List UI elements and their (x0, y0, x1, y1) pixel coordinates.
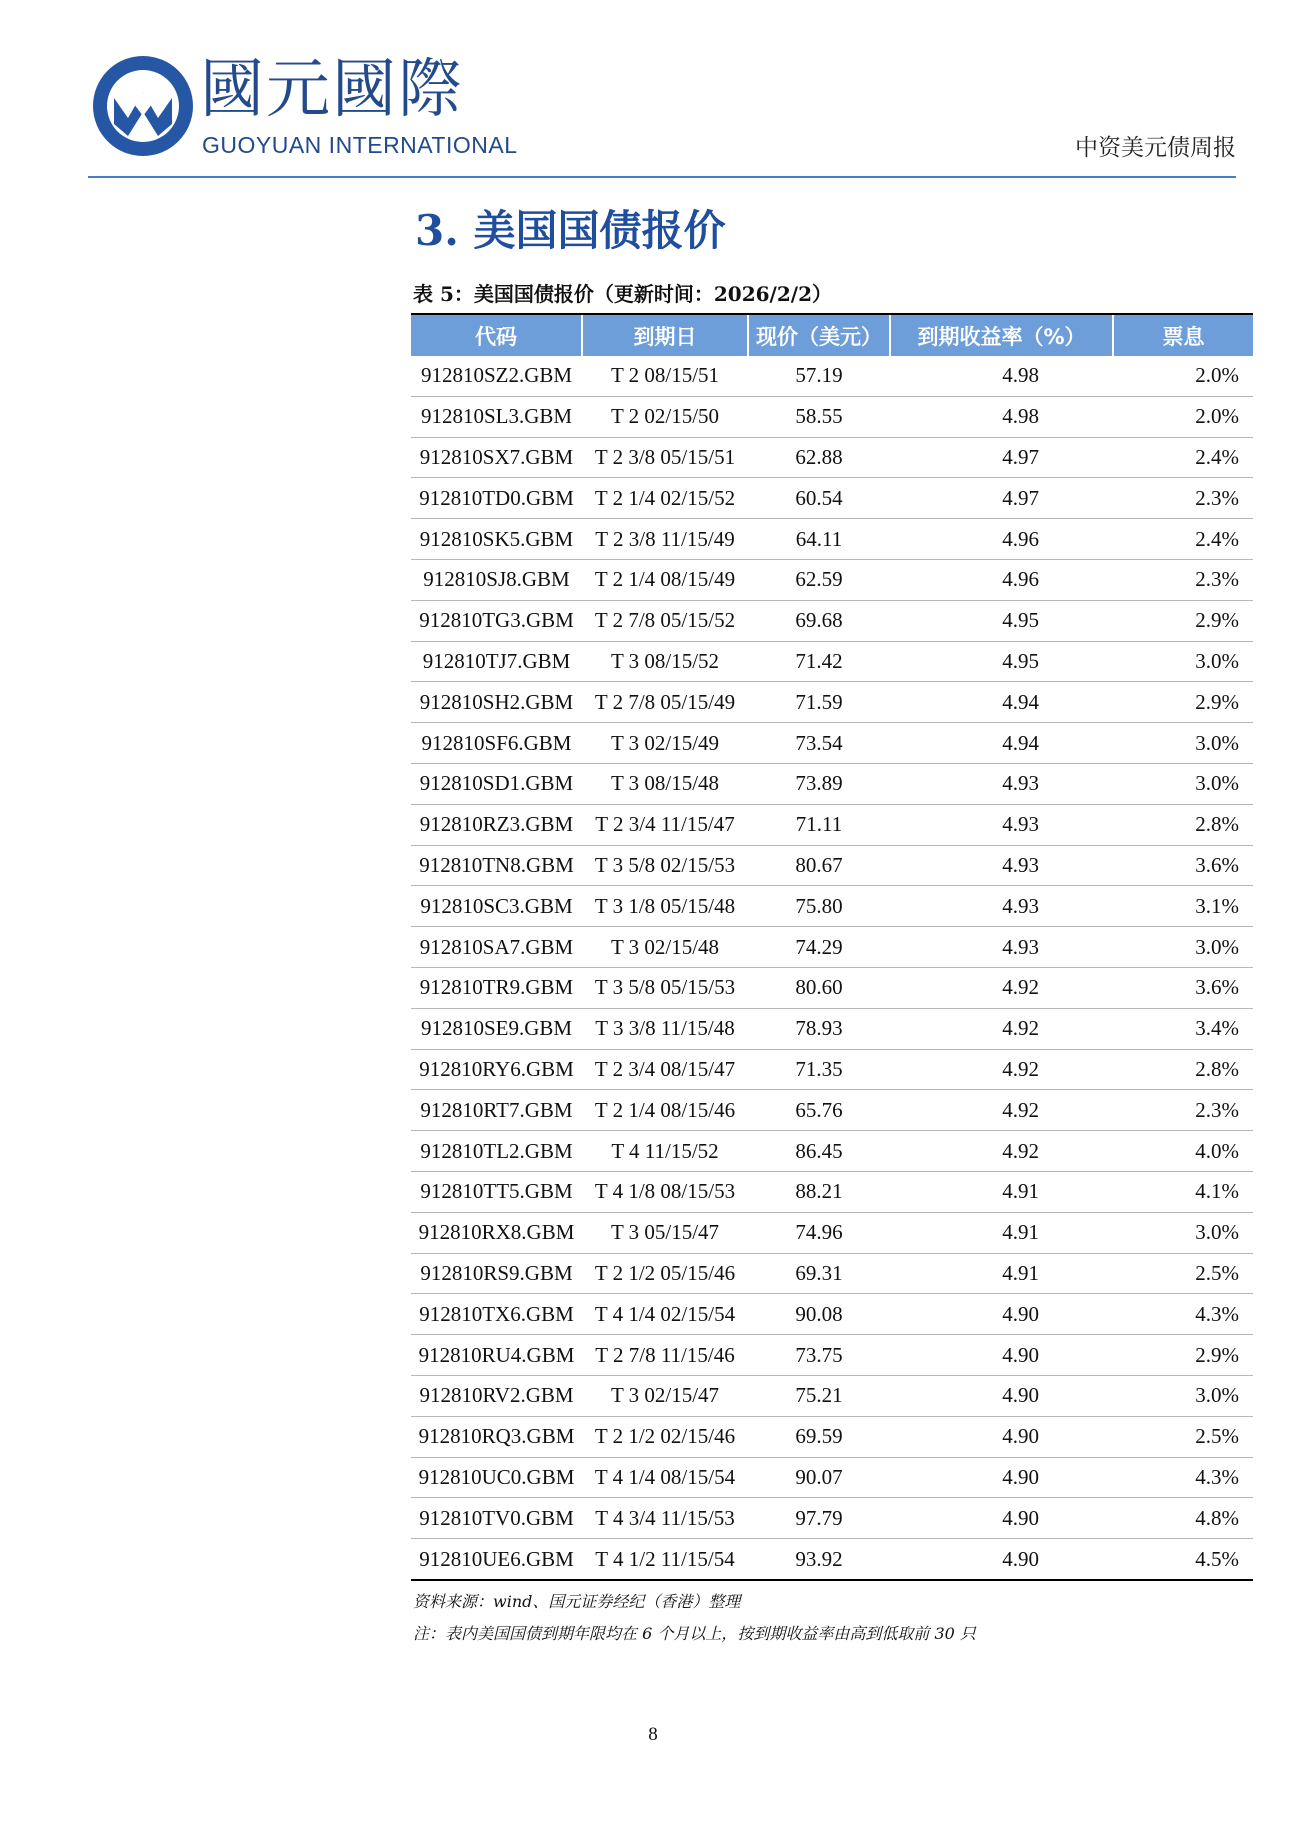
cell-code: 912810TR9.GBM (411, 967, 582, 1008)
table-row (411, 1171, 1253, 1212)
cell-price: 69.31 (748, 1253, 890, 1294)
table-caption: 表 5：美国国债报价（更新时间：2026/2/2） (413, 282, 832, 306)
cell-maturity: T 2 08/15/51 (582, 356, 748, 396)
cell-price: 64.11 (748, 519, 890, 560)
table-row (411, 600, 1253, 641)
cell-coupon: 2.5% (1113, 1253, 1253, 1294)
cell-price: 65.76 (748, 1090, 890, 1131)
cell-code: 912810TV0.GBM (411, 1498, 582, 1539)
report-name: 中资美元债周报 (1075, 135, 1236, 161)
cell-code: 912810SF6.GBM (411, 723, 582, 764)
cell-price: 62.59 (748, 559, 890, 600)
table-row (411, 1008, 1253, 1049)
cell-ytm: 4.91 (890, 1212, 1113, 1253)
table-row (411, 1335, 1253, 1376)
cell-ytm: 4.98 (890, 396, 1113, 437)
cell-coupon: 3.6% (1113, 967, 1253, 1008)
cell-ytm: 4.91 (890, 1253, 1113, 1294)
table-row (411, 1049, 1253, 1090)
cell-coupon: 3.0% (1113, 1375, 1253, 1416)
cell-ytm: 4.93 (890, 804, 1113, 845)
table-row (411, 559, 1253, 600)
cell-ytm: 4.90 (890, 1375, 1113, 1416)
column-header-maturity: 到期日 (582, 315, 748, 356)
table-row (411, 1539, 1253, 1580)
cell-coupon: 2.4% (1113, 437, 1253, 478)
cell-maturity: T 3 08/15/52 (582, 641, 748, 682)
cell-code: 912810UC0.GBM (411, 1457, 582, 1498)
cell-coupon: 3.0% (1113, 723, 1253, 764)
cell-price: 90.07 (748, 1457, 890, 1498)
table-body (411, 356, 1253, 1580)
cell-coupon: 2.0% (1113, 356, 1253, 396)
table-remark: 注：表内美国国债到期年限均在 6 个月以上，按到期收益率由高到低取前 30 只 (413, 1624, 976, 1643)
cell-price: 75.80 (748, 886, 890, 927)
cell-code: 912810TX6.GBM (411, 1294, 582, 1335)
cell-price: 73.89 (748, 763, 890, 804)
cell-ytm: 4.91 (890, 1171, 1113, 1212)
table-row (411, 356, 1253, 396)
cell-ytm: 4.90 (890, 1416, 1113, 1457)
cell-coupon: 2.0% (1113, 396, 1253, 437)
cell-price: 93.92 (748, 1539, 890, 1580)
cell-ytm: 4.92 (890, 1131, 1113, 1172)
cell-ytm: 4.93 (890, 845, 1113, 886)
cell-code: 912810RV2.GBM (411, 1375, 582, 1416)
cell-coupon: 3.1% (1113, 886, 1253, 927)
cell-coupon: 3.0% (1113, 927, 1253, 968)
cell-ytm: 4.90 (890, 1335, 1113, 1376)
cell-code: 912810RS9.GBM (411, 1253, 582, 1294)
cell-price: 86.45 (748, 1131, 890, 1172)
cell-code: 912810SL3.GBM (411, 396, 582, 437)
section-title: 3. 美国国债报价 (415, 206, 726, 255)
column-header-ytm: 到期收益率（%） (890, 315, 1113, 356)
cell-code: 912810RY6.GBM (411, 1049, 582, 1090)
table-row (411, 1212, 1253, 1253)
cell-ytm: 4.95 (890, 600, 1113, 641)
cell-code: 912810TL2.GBM (411, 1131, 582, 1172)
cell-code: 912810TG3.GBM (411, 600, 582, 641)
column-header-coupon: 票息 (1113, 315, 1253, 356)
cell-ytm: 4.92 (890, 1090, 1113, 1131)
cell-maturity: T 2 7/8 11/15/46 (582, 1335, 748, 1376)
cell-code: 912810SC3.GBM (411, 886, 582, 927)
cell-maturity: T 2 3/4 08/15/47 (582, 1049, 748, 1090)
cell-ytm: 4.96 (890, 559, 1113, 600)
cell-price: 69.59 (748, 1416, 890, 1457)
cell-code: 912810SA7.GBM (411, 927, 582, 968)
cell-ytm: 4.90 (890, 1498, 1113, 1539)
cell-code: 912810RT7.GBM (411, 1090, 582, 1131)
cell-ytm: 4.90 (890, 1457, 1113, 1498)
cell-maturity: T 2 1/4 02/15/52 (582, 478, 748, 519)
cell-ytm: 4.93 (890, 763, 1113, 804)
cell-ytm: 4.92 (890, 967, 1113, 1008)
table-row (411, 804, 1253, 845)
cell-ytm: 4.94 (890, 723, 1113, 764)
cell-maturity: T 3 3/8 11/15/48 (582, 1008, 748, 1049)
cell-maturity: T 2 1/2 02/15/46 (582, 1416, 748, 1457)
cell-price: 80.67 (748, 845, 890, 886)
cell-ytm: 4.98 (890, 356, 1113, 396)
cell-price: 88.21 (748, 1171, 890, 1212)
treasury-quote-table (411, 315, 1253, 1581)
cell-price: 74.29 (748, 927, 890, 968)
cell-ytm: 4.90 (890, 1294, 1113, 1335)
table-row (411, 396, 1253, 437)
cell-maturity: T 2 1/2 05/15/46 (582, 1253, 748, 1294)
page-number: 8 (648, 1724, 658, 1745)
cell-ytm: 4.93 (890, 886, 1113, 927)
table-row (411, 641, 1253, 682)
cell-price: 57.19 (748, 356, 890, 396)
cell-price: 71.59 (748, 682, 890, 723)
cell-code: 912810TT5.GBM (411, 1171, 582, 1212)
cell-maturity: T 2 1/4 08/15/49 (582, 559, 748, 600)
cell-ytm: 4.92 (890, 1049, 1113, 1090)
column-header-price: 现价（美元） (748, 315, 890, 356)
header-divider (88, 176, 1236, 178)
cell-coupon: 4.3% (1113, 1457, 1253, 1498)
cell-maturity: T 2 02/15/50 (582, 396, 748, 437)
cell-maturity: T 4 1/4 08/15/54 (582, 1457, 748, 1498)
cell-code: 912810SD1.GBM (411, 763, 582, 804)
cell-code: 912810SE9.GBM (411, 1008, 582, 1049)
cell-ytm: 4.92 (890, 1008, 1113, 1049)
cell-code: 912810RX8.GBM (411, 1212, 582, 1253)
cell-maturity: T 3 5/8 02/15/53 (582, 845, 748, 886)
cell-price: 97.79 (748, 1498, 890, 1539)
table-row (411, 1416, 1253, 1457)
cell-price: 90.08 (748, 1294, 890, 1335)
table-row (411, 1090, 1253, 1131)
cell-price: 60.54 (748, 478, 890, 519)
cell-price: 78.93 (748, 1008, 890, 1049)
cell-coupon: 2.8% (1113, 804, 1253, 845)
table-row (411, 682, 1253, 723)
table-row (411, 723, 1253, 764)
table-row (411, 1294, 1253, 1335)
cell-maturity: T 2 3/8 05/15/51 (582, 437, 748, 478)
cell-code: 912810TD0.GBM (411, 478, 582, 519)
cell-coupon: 2.3% (1113, 478, 1253, 519)
cell-price: 62.88 (748, 437, 890, 478)
column-header-code: 代码 (411, 315, 582, 356)
source-note: 资料来源：wind、国元证券经纪（香港）整理 (413, 1592, 741, 1611)
table-row (411, 1253, 1253, 1294)
table-row (411, 1457, 1253, 1498)
cell-price: 73.54 (748, 723, 890, 764)
cell-ytm: 4.93 (890, 927, 1113, 968)
cell-coupon: 3.0% (1113, 641, 1253, 682)
cell-code: 912810TJ7.GBM (411, 641, 582, 682)
cell-code: 912810UE6.GBM (411, 1539, 582, 1580)
cell-code: 912810SZ2.GBM (411, 356, 582, 396)
cell-coupon: 2.8% (1113, 1049, 1253, 1090)
cell-price: 71.35 (748, 1049, 890, 1090)
cell-coupon: 2.9% (1113, 682, 1253, 723)
table-row (411, 845, 1253, 886)
cell-price: 69.68 (748, 600, 890, 641)
cell-coupon: 4.5% (1113, 1539, 1253, 1580)
cell-price: 71.11 (748, 804, 890, 845)
cell-maturity: T 3 5/8 05/15/53 (582, 967, 748, 1008)
table-row (411, 886, 1253, 927)
cell-maturity: T 4 1/2 11/15/54 (582, 1539, 748, 1580)
guoyuan-logo (88, 52, 198, 160)
cell-maturity: T 4 1/8 08/15/53 (582, 1171, 748, 1212)
cell-maturity: T 3 02/15/47 (582, 1375, 748, 1416)
cell-price: 74.96 (748, 1212, 890, 1253)
cell-price: 71.42 (748, 641, 890, 682)
cell-ytm: 4.96 (890, 519, 1113, 560)
cell-maturity: T 2 7/8 05/15/49 (582, 682, 748, 723)
table-row (411, 1131, 1253, 1172)
page-header (88, 52, 1236, 182)
cell-price: 73.75 (748, 1335, 890, 1376)
cell-code: 912810SH2.GBM (411, 682, 582, 723)
table-row (411, 967, 1253, 1008)
brand-name-en: GUOYUAN INTERNATIONAL (202, 132, 518, 158)
table-row (411, 1375, 1253, 1416)
cell-coupon: 3.0% (1113, 1212, 1253, 1253)
cell-coupon: 3.4% (1113, 1008, 1253, 1049)
cell-maturity: T 4 3/4 11/15/53 (582, 1498, 748, 1539)
cell-ytm: 4.94 (890, 682, 1113, 723)
cell-maturity: T 2 1/4 08/15/46 (582, 1090, 748, 1131)
cell-coupon: 3.6% (1113, 845, 1253, 886)
cell-ytm: 4.90 (890, 1539, 1113, 1580)
cell-price: 58.55 (748, 396, 890, 437)
cell-coupon: 4.3% (1113, 1294, 1253, 1335)
cell-coupon: 3.0% (1113, 763, 1253, 804)
cell-coupon: 2.9% (1113, 1335, 1253, 1376)
cell-coupon: 2.5% (1113, 1416, 1253, 1457)
cell-ytm: 4.97 (890, 437, 1113, 478)
table-row (411, 763, 1253, 804)
table-row (411, 927, 1253, 968)
cell-code: 912810RZ3.GBM (411, 804, 582, 845)
cell-coupon: 2.4% (1113, 519, 1253, 560)
cell-ytm: 4.97 (890, 478, 1113, 519)
table-row (411, 519, 1253, 560)
cell-maturity: T 3 02/15/48 (582, 927, 748, 968)
cell-maturity: T 2 3/4 11/15/47 (582, 804, 748, 845)
cell-code: 912810SK5.GBM (411, 519, 582, 560)
cell-maturity: T 3 05/15/47 (582, 1212, 748, 1253)
cell-maturity: T 3 08/15/48 (582, 763, 748, 804)
cell-coupon: 4.8% (1113, 1498, 1253, 1539)
cell-coupon: 2.3% (1113, 559, 1253, 600)
cell-coupon: 4.0% (1113, 1131, 1253, 1172)
cell-maturity: T 4 11/15/52 (582, 1131, 748, 1172)
cell-code: 912810SJ8.GBM (411, 559, 582, 600)
cell-maturity: T 3 1/8 05/15/48 (582, 886, 748, 927)
brand-name-cn: 國元國際 (200, 53, 464, 127)
cell-code: 912810RQ3.GBM (411, 1416, 582, 1457)
cell-code: 912810TN8.GBM (411, 845, 582, 886)
cell-coupon: 2.3% (1113, 1090, 1253, 1131)
cell-coupon: 4.1% (1113, 1171, 1253, 1212)
table-row (411, 437, 1253, 478)
table-row (411, 478, 1253, 519)
table-row (411, 1498, 1253, 1539)
cell-maturity: T 4 1/4 02/15/54 (582, 1294, 748, 1335)
cell-maturity: T 2 3/8 11/15/49 (582, 519, 748, 560)
cell-maturity: T 3 02/15/49 (582, 723, 748, 764)
cell-coupon: 2.9% (1113, 600, 1253, 641)
cell-price: 75.21 (748, 1375, 890, 1416)
cell-code: 912810SX7.GBM (411, 437, 582, 478)
cell-code: 912810RU4.GBM (411, 1335, 582, 1376)
cell-maturity: T 2 7/8 05/15/52 (582, 600, 748, 641)
cell-price: 80.60 (748, 967, 890, 1008)
table-header-row (411, 315, 1253, 356)
cell-ytm: 4.95 (890, 641, 1113, 682)
